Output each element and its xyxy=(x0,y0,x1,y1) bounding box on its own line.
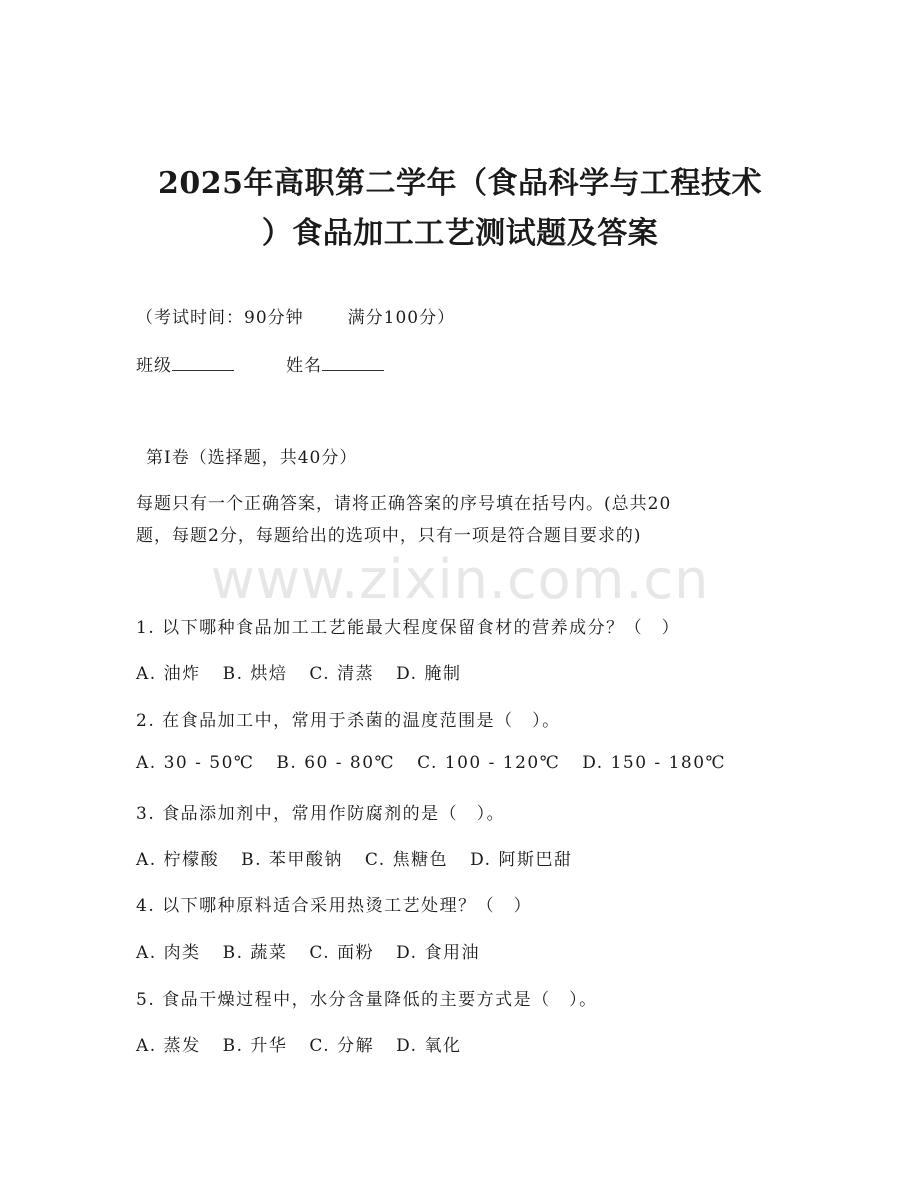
exam-info xyxy=(136,303,455,328)
question-4: 4. 以下哪种原料适合采用热烫工艺处理？（ ） xyxy=(136,896,533,916)
question-1: 1. 以下哪种食品加工工艺能最大程度保留食材的营养成分？（ ） xyxy=(136,618,681,638)
document-title-line-1: 2025年高职第二学年（食品科学与工程技术 xyxy=(158,166,762,201)
name-label: 姓名 xyxy=(286,356,322,376)
question-5: 5. 食品干燥过程中，水分含量降低的主要方式是（ ）。 xyxy=(136,990,598,1010)
option-d: D. 食用油 xyxy=(396,943,480,963)
instructions-line-1: 每题只有一个正确答案，请将正确答案的序号填在括号内。(总共20 xyxy=(136,494,672,514)
name-blank[interactable] xyxy=(322,356,384,371)
option-d: D. 氧化 xyxy=(396,1036,462,1056)
student-fields xyxy=(136,351,384,376)
option-a: A. 肉类 xyxy=(136,943,201,963)
question-2: 2. 在食品加工中，常用于杀菌的温度范围是（ ）。 xyxy=(136,711,561,731)
class-label: 班级 xyxy=(136,356,172,376)
option-a: A. 30 - 50℃ xyxy=(136,753,255,773)
section-heading: 第I卷（选择题，共40分） xyxy=(146,448,358,468)
option-b: B. 蔬菜 xyxy=(222,943,288,963)
question-2-options xyxy=(136,753,726,773)
question-3: 3. 食品添加剂中，常用作防腐剂的是（ ）。 xyxy=(136,804,506,824)
question-5-options xyxy=(136,1031,461,1056)
option-c: C. 面粉 xyxy=(309,943,375,963)
class-blank[interactable] xyxy=(172,356,234,371)
option-d: D. 150 - 180℃ xyxy=(582,753,727,773)
question-4-options xyxy=(136,938,480,963)
option-a: A. 柠檬酸 xyxy=(136,850,220,870)
exam-full-score: 满分100分） xyxy=(347,308,456,328)
document-title-line-2: ）食品加工工艺测试题及答案 xyxy=(261,216,659,251)
option-d: D. 腌制 xyxy=(396,664,462,684)
option-c: C. 100 - 120℃ xyxy=(417,753,561,773)
instructions-line-2: 题，每题2分，每题给出的选项中，只有一项是符合题目要求的) xyxy=(136,526,642,546)
watermark: www.zixin.com.cn xyxy=(210,548,710,611)
question-1-options xyxy=(136,659,461,684)
exam-time: （考试时间：90分钟 xyxy=(136,308,304,328)
option-a: A. 油炸 xyxy=(136,664,201,684)
option-b: B. 60 - 80℃ xyxy=(276,753,396,773)
option-a: A. 蒸发 xyxy=(136,1036,201,1056)
option-c: C. 清蒸 xyxy=(309,664,375,684)
option-c: C. 分解 xyxy=(309,1036,375,1056)
question-3-options xyxy=(136,845,572,870)
option-c: C. 焦糖色 xyxy=(364,850,449,870)
option-b: B. 烘焙 xyxy=(222,664,288,684)
option-d: D. 阿斯巴甜 xyxy=(470,850,573,870)
option-b: B. 苯甲酸钠 xyxy=(241,850,343,870)
option-b: B. 升华 xyxy=(222,1036,288,1056)
